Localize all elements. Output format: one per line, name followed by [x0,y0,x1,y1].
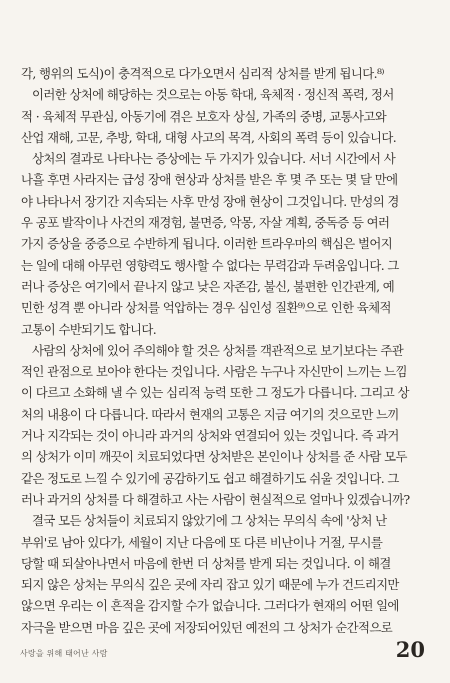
text-line: 야 나타나서 장기간 지속되는 사후 만성 장애 현상이 그것입니다. 만성의 경 [21,193,399,209]
text-line: 사람의 상처에 있어 주의해야 할 것은 상처를 객관적으로 보기보다는 주관 [32,342,404,358]
text-line: 가지 증상을 중증으로 수반하게 됩니다. 이러한 트라우마의 핵심은 벌어지 [21,236,393,252]
text-line: 처의 내용이 다 다릅니다. 따라서 현재의 고통은 지금 여기의 것으로만 느끼 [21,406,399,422]
text-line: 산업 재해, 고문, 추방, 학대, 대형 사고의 목격, 사회의 폭력 등이 있습니다. [21,129,397,145]
text-line: 고통이 수반되기도 합니다. [21,321,157,337]
text-line: 않으면 우리는 이 흔적을 감지할 수가 없습니다. 그러다가 현재의 어떤 일에 [21,598,399,614]
text-line: 민한 성격 뿐 아니라 상처를 억압하는 경우 심인성 질환⁹⁾으로 인한 육체적 [21,300,391,316]
text-line: 각, 행위의 도식)이 충격적으로 다가오면서 심리적 상처를 받게 됩니다.⁸⁾ [21,66,384,81]
text-line: 이러한 상처에 해당하는 것으로는 아동 학대, 육체적 · 정신적 폭력, 정서 [32,87,394,103]
text-line: 당할 때 되살아나면서 마음에 한번 더 상처를 받게 되는 것입니다. 이 해결 [21,555,391,571]
text-line: 우 공포 발작이나 사건의 재경험, 불면증, 악몽, 자살 계획, 중독증 등 여러 [21,215,390,231]
text-line: 상처의 결과로 나타나는 증상에는 두 가지가 있습니다. 서너 시간에서 사 [32,151,396,167]
text-line: 이 다르고 소화해 낼 수 있는 심리적 능력 또한 그 정도가 다릅니다. 그리고 상 [21,385,409,401]
text-line: 의 상처가 이미 깨끗이 치료되었다면 상처받은 본인이나 상처를 준 사람 모두 [21,449,407,465]
text-line: 거나 지각되는 것이 아니라 과거의 상처와 연결되어 있는 것입니다. 즉 과거 [21,428,399,444]
text-line: 러나 과거의 상처를 다 해결하고 사는 사람이 현실적으로 얼마나 있겠습니까? [21,491,410,507]
text-line: 되지 않은 상처는 무의식 깊은 곳에 자리 잡고 있기 때문에 누가 건드리지만 [21,577,399,593]
page-number: 20 [395,637,425,662]
text-line: 러나 증상은 여기에서 끝나지 않고 낮은 자존감, 불신, 불편한 인간관계, 예 [21,278,395,294]
text-line: 같은 정도로 느낄 수 있기에 공감하기도 쉽고 해결하기도 쉬울 것입니다. 그 [21,470,399,486]
text-line: 나흘 후면 사라지는 급성 장애 현상과 상처를 받은 후 몇 주 또는 몇 달 만에 [21,172,398,188]
text-line: 결국 모든 상처들이 치료되지 않았기에 그 상처는 무의식 속에 '상처 난 [32,513,387,529]
text-line: 부위'로 남아 있다가, 세월이 지난 다음에 또 다른 비난이나 거절, 무시를 [21,534,383,550]
text-line: 는 일에 대해 아무런 영향력도 행사할 수 없다는 무력감과 두려움입니다. 그 [21,257,399,273]
body-text [21,63,423,638]
running-footer-title: 사랑을 위해 태어난 사람 [20,649,108,658]
text-line: 자극을 받으면 마음 깊은 곳에 저장되어있던 예전의 그 상처가 순간적으로 [21,619,393,635]
text-line: 적 · 육체적 무관심, 아동기에 겪은 보호자 상실, 가족의 중병, 교통사고와 [21,108,387,124]
text-line: 적인 관점으로 보아야 한다는 것입니다. 사람은 누구나 자신만이 느끼는 느낌 [21,364,407,380]
